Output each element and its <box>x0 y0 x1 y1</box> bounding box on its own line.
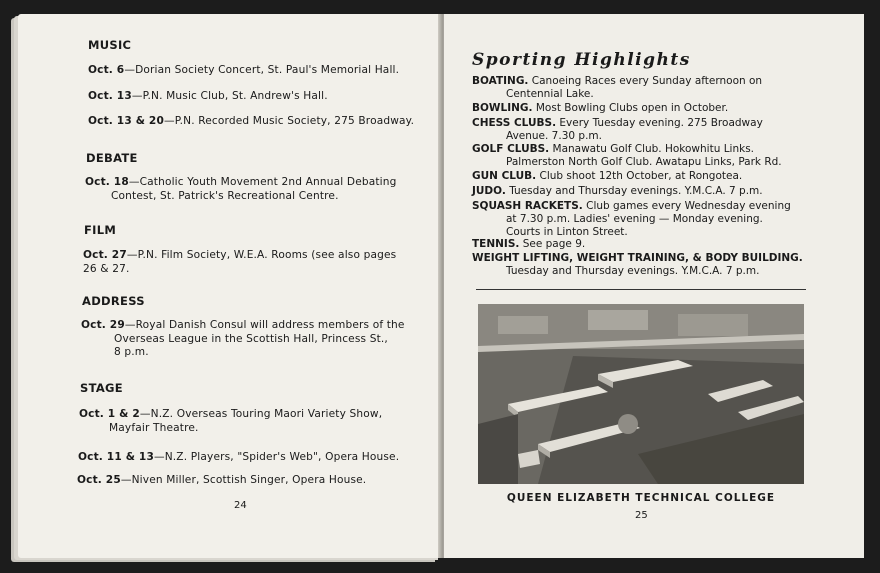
right-page <box>444 14 864 558</box>
page-number: 24 <box>234 500 247 511</box>
sport-item: CHESS CLUBS. Every Tuesday evening. 275 Broadway Avenue. 7.30 p.m. <box>472 117 763 142</box>
event-entry: Oct. 29—Royal Danish Consul will address members of the Overseas League in the Scottish Hall, Princess St., 8 p.m. <box>81 319 405 358</box>
sport-item: GUN CLUB. Club shoot 12th October, at Rongotea. <box>472 170 743 182</box>
sport-item: BOWLING. Most Bowling Clubs open in October. <box>472 102 729 114</box>
event-entry: Oct. 6—Dorian Society Concert, St. Paul's Memorial Hall. <box>88 64 400 76</box>
sport-item: WEIGHT LIFTING, WEIGHT TRAINING, & BODY BUILDING. Tuesday and Thursday evenings. Y.M.C.A. 7 p.m. <box>472 252 803 277</box>
section-heading-debate: DEBATE <box>86 151 138 165</box>
page-number: 25 <box>635 510 648 521</box>
event-entry: Oct. 1 & 2—N.Z. Overseas Touring Maori Variety Show, Mayfair Theatre. <box>79 408 383 434</box>
event-entry: Oct. 18—Catholic Youth Movement 2nd Annual Debating Contest, St. Patrick's Recreational Centre. <box>85 176 397 202</box>
event-entry: Oct. 11 & 13—N.Z. Players, "Spider's Web", Opera House. <box>78 451 400 463</box>
page-title: Sporting Highlights <box>472 50 691 70</box>
section-heading-address: ADDRESS <box>82 294 145 308</box>
section-heading-stage: STAGE <box>80 381 123 395</box>
event-entry: Oct. 27—P.N. Film Society, W.E.A. Rooms (see also pages 26 & 27. <box>83 249 397 275</box>
event-entry: Oct. 13—P.N. Music Club, St. Andrew's Hall. <box>88 90 328 102</box>
section-heading-music: MUSIC <box>88 38 132 52</box>
left-page <box>18 14 442 558</box>
divider-rule <box>476 289 806 290</box>
sport-item: JUDO. Tuesday and Thursday evenings. Y.M.C.A. 7 p.m. <box>472 185 763 197</box>
event-entry: Oct. 13 & 20—P.N. Recorded Music Society, 275 Broadway. <box>88 115 415 127</box>
event-entry: Oct. 25—Niven Miller, Scottish Singer, Opera House. <box>77 474 367 486</box>
sport-item: BOATING. Canoeing Races every Sunday afternoon on Centennial Lake. <box>472 75 763 100</box>
sport-item: TENNIS. See page 9. <box>472 238 586 250</box>
section-heading-film: FILM <box>84 223 117 237</box>
college-aerial-photo <box>478 304 804 484</box>
sport-item: SQUASH RACKETS. Club games every Wednesday evening at 7.30 p.m. Ladies' evening — Monday evening. Courts in Linton Street. <box>472 200 791 238</box>
photo-caption: QUEEN ELIZABETH TECHNICAL COLLEGE <box>506 492 776 504</box>
sport-item: GOLF CLUBS. Manawatu Golf Club. Hokowhitu Links. Palmerston North Golf Club. Awatapu Links, Park Rd. <box>472 143 782 168</box>
